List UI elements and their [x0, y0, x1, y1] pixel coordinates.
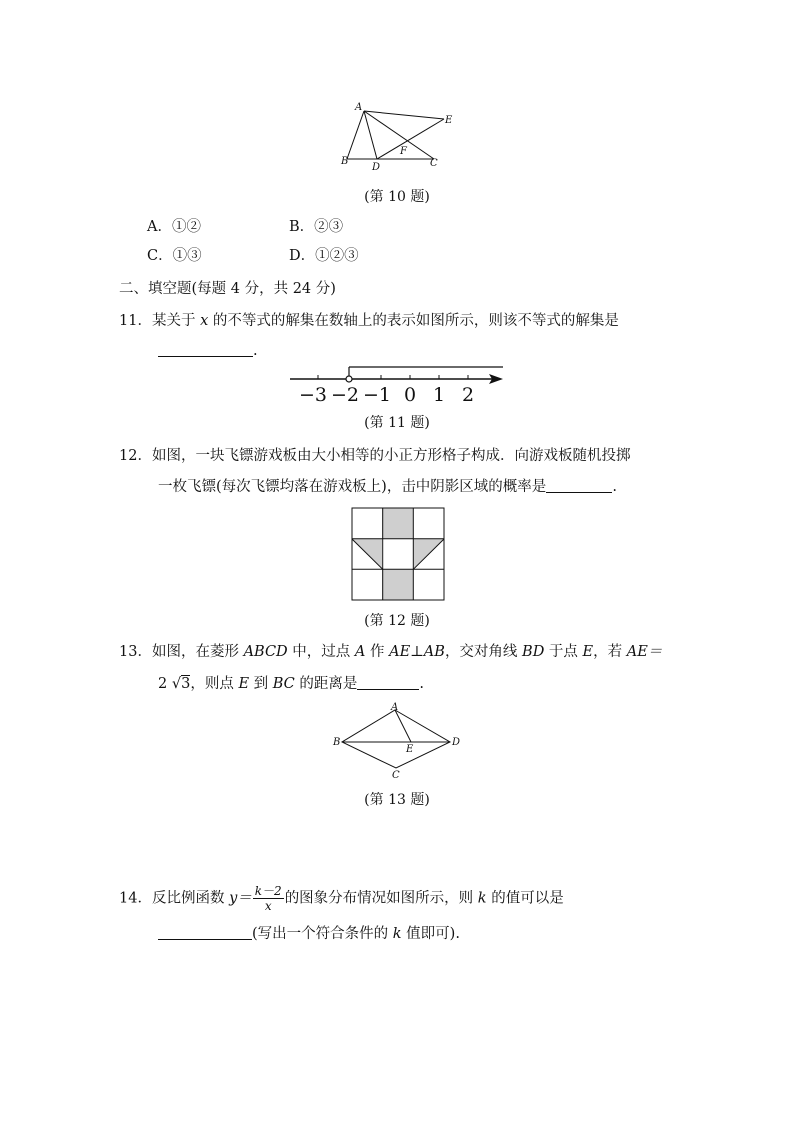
section-title: 二、填空题(每题 4 分，共 24 分)	[119, 281, 336, 297]
q14-text-line2: (写出一个符合条件的 k 值即可).	[158, 924, 460, 944]
q10-label-b: B	[341, 156, 349, 167]
q13-text-line1: 13．如图，在菱形 ABCD 中，过点 A 作 AE⊥AB，交对角线 BD 于点 E，若 AE＝	[119, 644, 663, 660]
q10-option-a[interactable]: A．①②	[147, 219, 201, 235]
q11-tick-neg3: −3	[298, 384, 328, 406]
q10-figure	[330, 98, 460, 178]
q10-option-b[interactable]: B．②③	[289, 219, 344, 235]
q11-number-line	[285, 360, 510, 406]
q11-caption: (第 11 题)	[364, 415, 430, 431]
q13-answer-blank[interactable]	[357, 675, 419, 690]
q14-fraction: $\frac{k-2}{x}$	[254, 884, 282, 913]
q10-label-a: A	[355, 102, 363, 113]
q13-label-e: E	[406, 744, 414, 755]
q10-option-d[interactable]: D．①②③	[289, 248, 359, 264]
q10-label-f: F	[400, 146, 407, 157]
q13-caption: (第 13 题)	[364, 792, 430, 808]
q13-rhombus-figure	[330, 700, 465, 782]
sqrt-symbol: √3	[171, 676, 191, 692]
q13-label-a: A	[391, 702, 399, 713]
q11-tick-0: 0	[403, 384, 417, 406]
q12-text-line2: 一枚飞镖(每次飞镖均落在游戏板上)，击中阴影区域的概率是 .	[158, 479, 617, 495]
q10-caption: (第 10 题)	[364, 189, 430, 205]
q13-text-line2: 2 √3，则点 E 到 BC 的距离是 .	[158, 676, 424, 692]
q14-answer-blank[interactable]	[158, 925, 252, 940]
q10-label-c: C	[430, 158, 438, 169]
q11-tick-neg2: −2	[330, 384, 360, 406]
q10-label-e: E	[445, 115, 453, 126]
q12-answer-blank[interactable]	[546, 478, 612, 493]
q10-option-c[interactable]: C．①③	[147, 248, 202, 264]
q12-caption: (第 12 题)	[364, 613, 430, 629]
q13-label-c: C	[392, 770, 400, 781]
q11-text: 11．某关于 x 的不等式的解集在数轴上的表示如图所示，则该不等式的解集是	[119, 313, 619, 329]
q12-dart-board	[351, 507, 445, 601]
q11-answer-line: .	[158, 341, 258, 361]
q11-answer-blank[interactable]	[158, 342, 253, 357]
q12-text-line1: 12．如图，一块飞镖游戏板由大小相等的小正方形格子构成．向游戏板随机投掷	[119, 448, 631, 464]
q13-label-d: D	[452, 737, 461, 748]
q13-label-b: B	[333, 737, 341, 748]
q14-text-line1: 14．反比例函数 y＝ $\frac{k-2}{x}$ 的图象分布情况如图所示，则 k 的值可以是	[119, 884, 564, 913]
q10-label-d: D	[372, 162, 381, 173]
q11-tick-2: 2	[461, 384, 475, 406]
q11-tick-neg1: −1	[362, 384, 392, 406]
q11-tick-1: 1	[432, 384, 446, 406]
